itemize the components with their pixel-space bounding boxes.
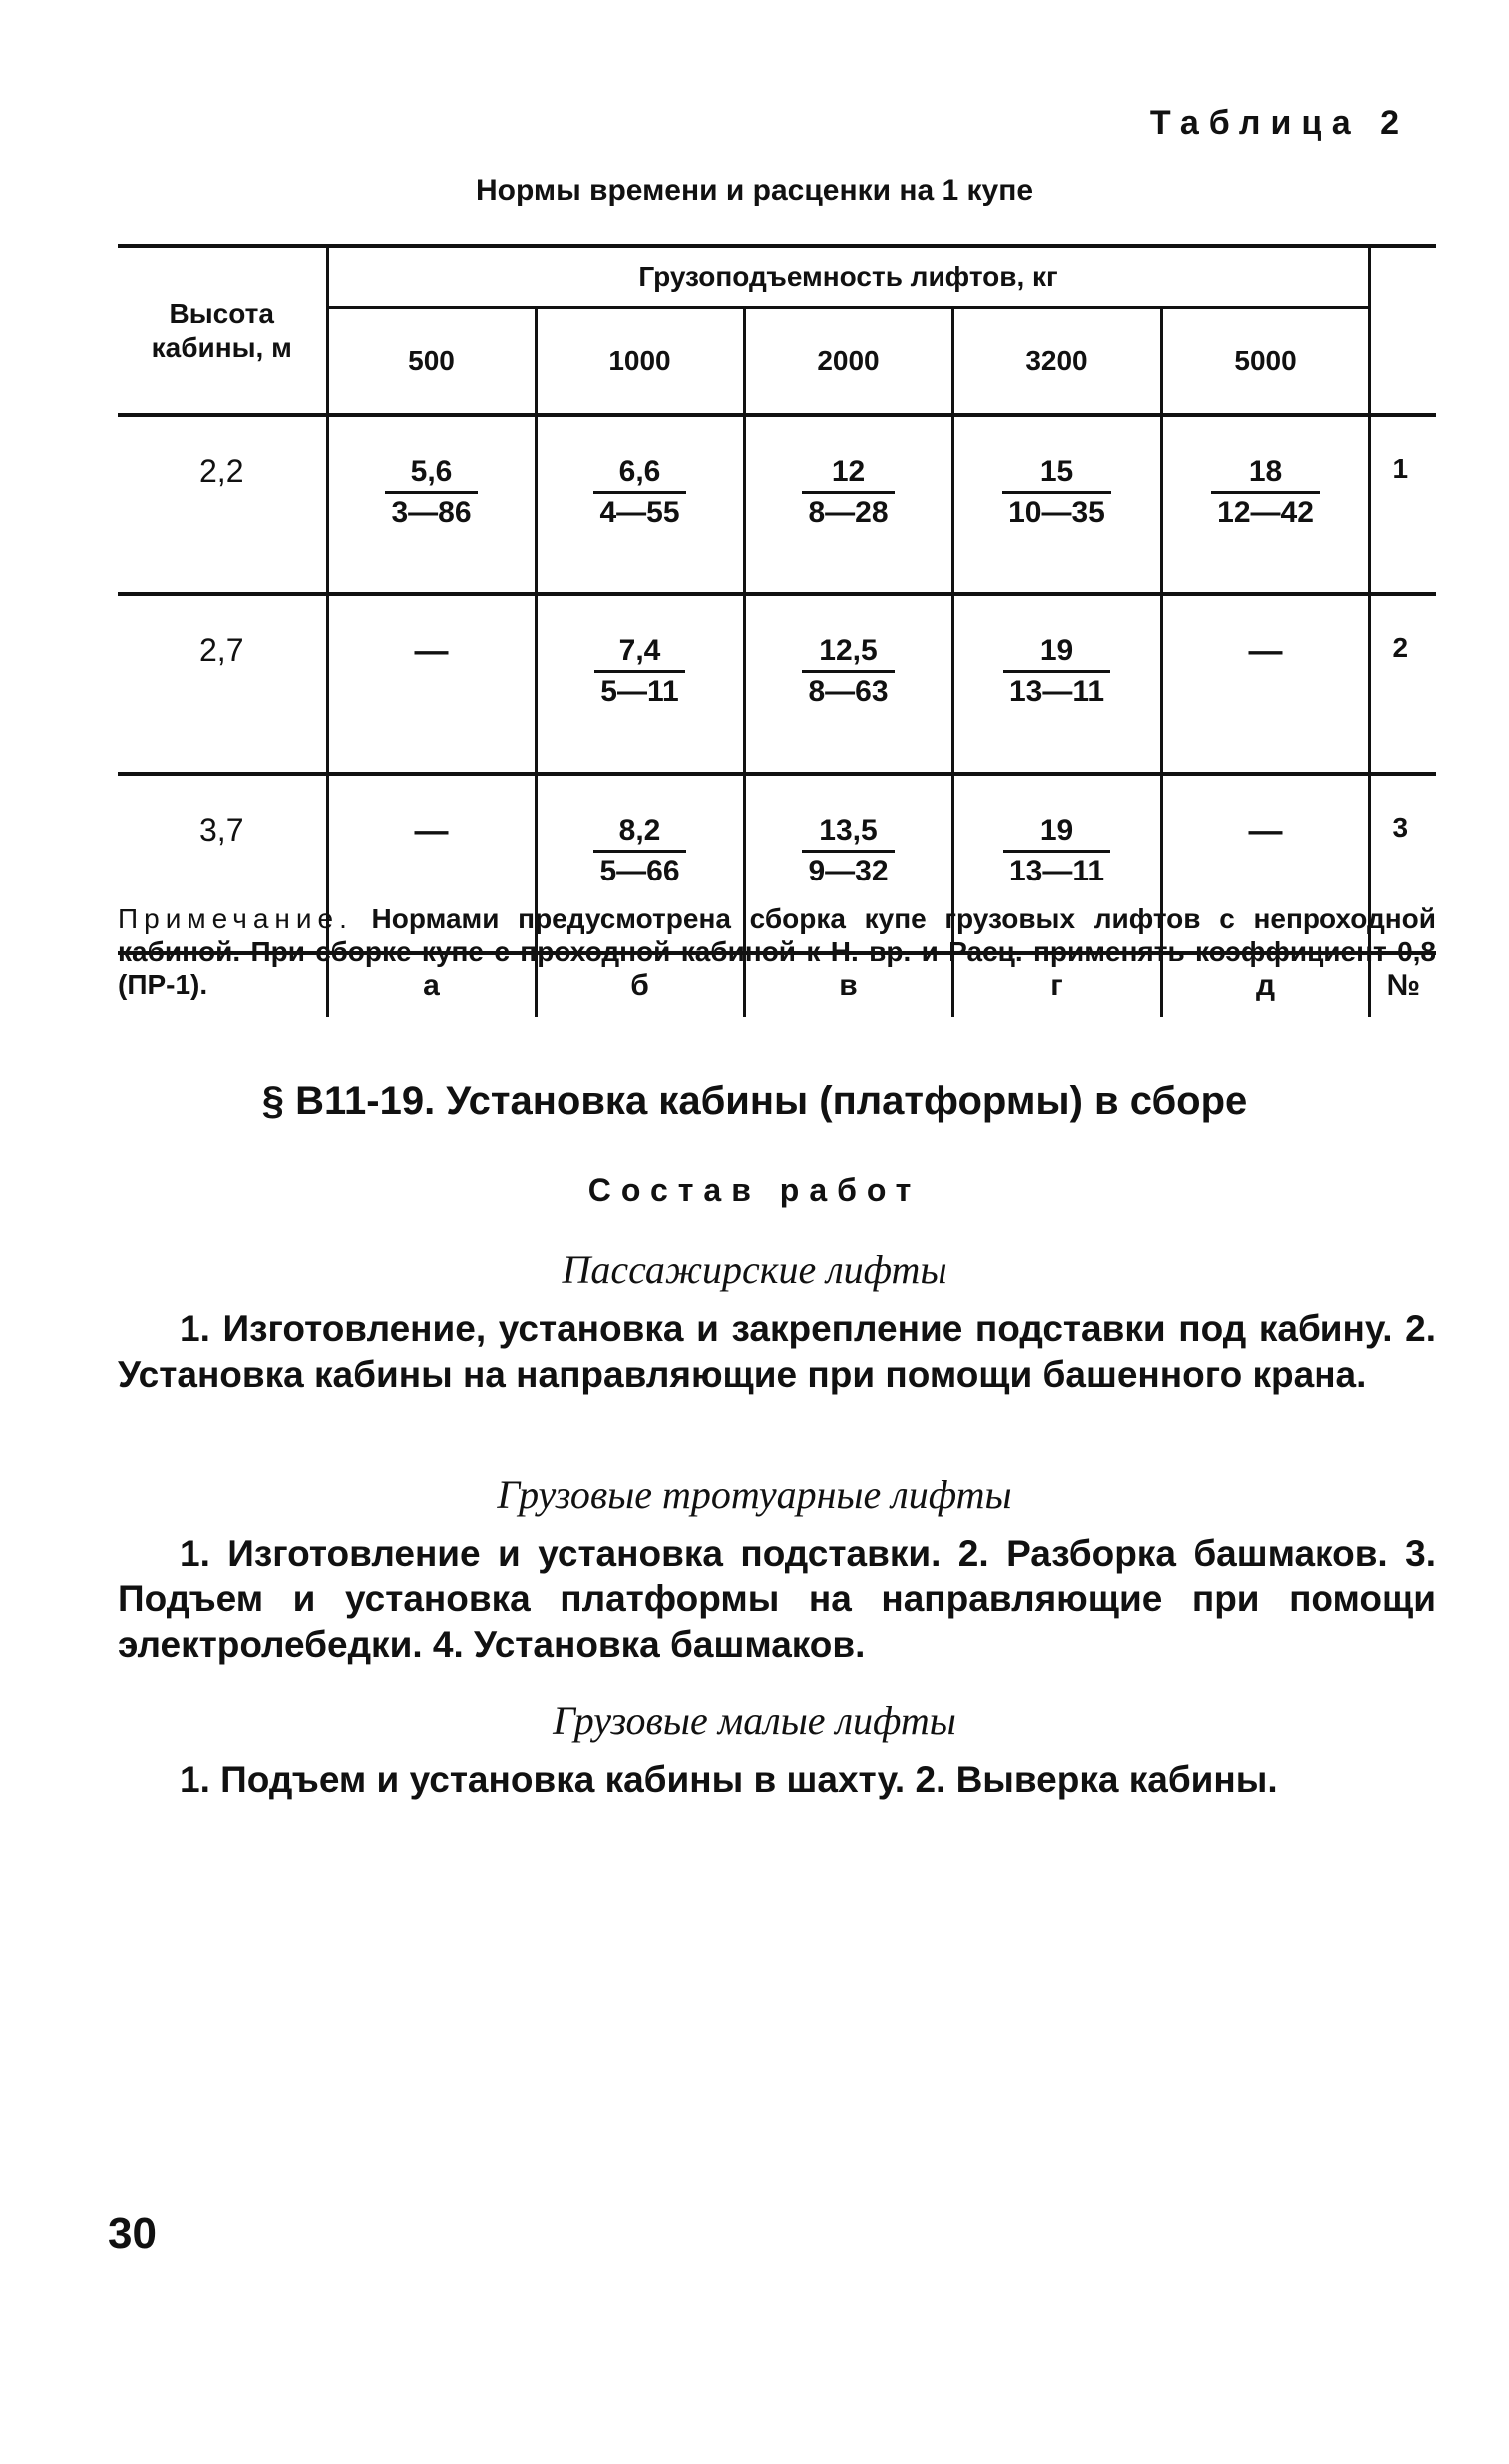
rate: 9—32 — [808, 855, 889, 887]
time-norm: 19 — [1003, 632, 1110, 673]
row-number: 1 — [1369, 415, 1436, 594]
capacity-header: 5000 — [1161, 308, 1369, 416]
time-norm: 19 — [1003, 812, 1110, 853]
rate: 10—35 — [1008, 496, 1105, 528]
group-heading-passenger: Пассажирские лифты — [562, 1247, 947, 1292]
table-row — [118, 594, 1436, 774]
rate: 5—11 — [600, 675, 679, 708]
time-norm: 18 — [1211, 453, 1320, 494]
height-cell: 3,7 — [118, 774, 327, 953]
column-letter: в — [744, 953, 952, 1017]
capacity-header: 1000 — [536, 308, 744, 416]
norm-cell — [1161, 415, 1369, 594]
norm-cell — [744, 415, 952, 594]
norm-cell — [952, 594, 1161, 774]
time-norm: 5,6 — [385, 453, 477, 494]
table-note — [118, 902, 1436, 1001]
height-cell: 2,7 — [118, 594, 327, 774]
time-norm: 12,5 — [802, 632, 894, 673]
height-column-header: Высота кабины, м — [118, 246, 327, 415]
group-heading-small-freight: Грузовые малые лифты — [553, 1698, 956, 1743]
row-number: 2 — [1369, 594, 1436, 774]
norm-cell — [327, 415, 536, 594]
time-norm: 8,2 — [593, 812, 685, 853]
page-number: 30 — [108, 2209, 157, 2258]
group-text-small-freight: 1. Подъем и установка кабины в шахту. 2. Выверка кабины. — [180, 1759, 1278, 1800]
rate: 13—11 — [1008, 675, 1105, 708]
column-letter: а — [327, 953, 536, 1017]
table-number-label: Таблица 2 — [1149, 104, 1409, 142]
norm-cell — [327, 594, 536, 774]
time-norm: 12 — [802, 453, 894, 494]
empty-dash: — — [1248, 632, 1283, 670]
group-text-passenger: 1. Изготовление, установка и закрепление подставки под кабину. 2. Установка кабины на направляющие при помощи башенного крана. — [118, 1308, 1436, 1395]
column-letter: б — [536, 953, 744, 1017]
row-number: 3 — [1369, 774, 1436, 953]
rate: 5—66 — [599, 855, 680, 887]
rate: 13—11 — [1008, 855, 1105, 887]
rate: 8—63 — [808, 675, 889, 708]
table-title: Нормы времени и расценки на 1 купе — [475, 175, 1034, 207]
empty-dash: — — [414, 812, 449, 850]
time-norm: 6,6 — [593, 453, 685, 494]
capacity-header: 500 — [327, 308, 536, 416]
rate: 8—28 — [808, 496, 889, 528]
empty-dash: — — [1248, 812, 1283, 850]
empty-dash: — — [414, 632, 449, 670]
capacity-header: 2000 — [744, 308, 952, 416]
section-heading: § В11-19. Установка кабины (платформы) в сборе — [261, 1079, 1248, 1123]
group-text-sidewalk: 1. Изготовление и установка подставки. 2. Разборка башмаков. 3. Подъем и установка платформы на направляющие при помощи электролебедки. 4. Установка башмаков. — [118, 1533, 1436, 1665]
height-cell: 2,2 — [118, 415, 327, 594]
note-label: Примечание. — [118, 903, 353, 934]
norm-cell — [744, 594, 952, 774]
time-norm: 7,4 — [594, 632, 684, 673]
capacity-group-header: Грузоподъемность лифтов, кг — [327, 246, 1369, 308]
number-column-header — [1369, 246, 1436, 415]
works-heading: Состав работ — [587, 1172, 922, 1208]
norms-table — [118, 244, 1436, 1017]
capacity-header: 3200 — [952, 308, 1161, 416]
number-sign: № — [1369, 953, 1436, 1017]
time-norm: 13,5 — [802, 812, 894, 853]
rate: 12—42 — [1217, 496, 1314, 528]
norm-cell — [952, 415, 1161, 594]
note-text: Нормами предусмотрена сборка купе грузовых лифтов с непроходной кабиной. При сборке купе с проходной кабиной к Н. вр. и Расц. применять коэффициент 0,8 (ПР-1). — [118, 903, 1436, 1000]
group-heading-sidewalk: Грузовые тротуарные лифты — [497, 1472, 1012, 1517]
column-letter: г — [952, 953, 1161, 1017]
norm-cell — [536, 594, 744, 774]
norm-cell — [1161, 594, 1369, 774]
time-norm: 15 — [1002, 453, 1111, 494]
column-letter: д — [1161, 953, 1369, 1017]
rate: 4—55 — [599, 496, 680, 528]
rate: 3—86 — [391, 496, 472, 528]
table-row — [118, 415, 1436, 594]
norm-cell — [536, 415, 744, 594]
